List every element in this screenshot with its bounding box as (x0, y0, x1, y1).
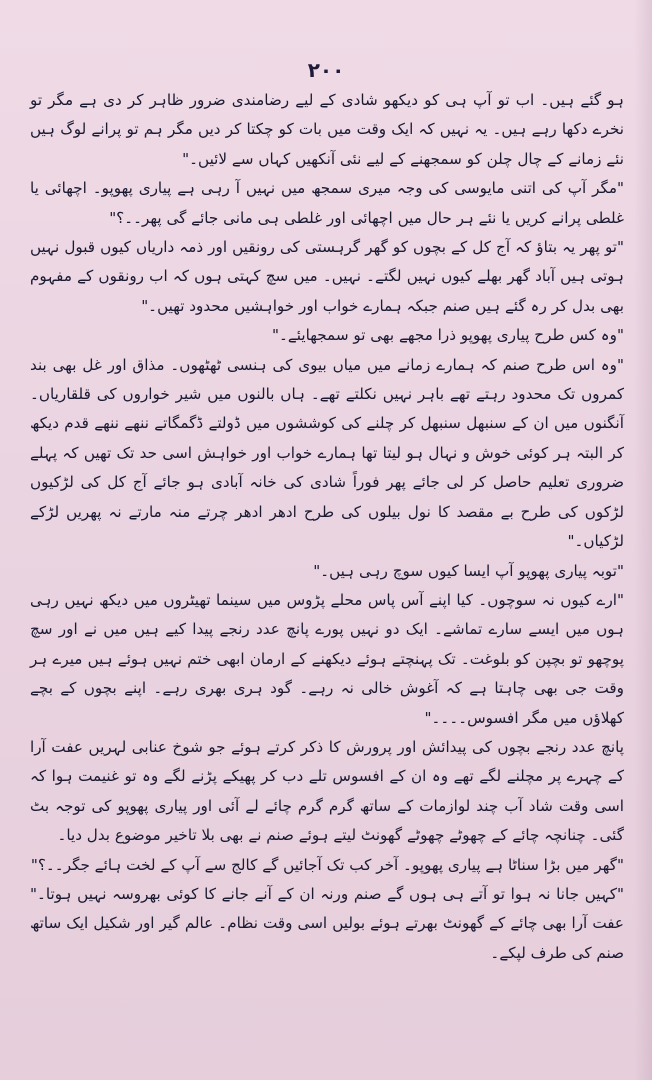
paragraph-8: پانچ عدد رنجے بچوں کی پیدائش اور پرورش کا ذکر کرتے ہوئے جو شوخ عنابی لہریں عفت آرا کے چہرے پر مچلنے لگے تھے وہ ان کے افسوس تلے دب کر پھیکے پڑنے لگے وہ تو غنیمت ہوا کہ اسی وقت شاد آب چند لوازمات کے ساتھ گرم گرم چائے لے آئی اور پیاری پھوپو کی توجہ بٹ گئی۔ چنانچہ چائے کے چھوٹے چھوٹے گھونٹ لیتے ہوئے صنم نے بھی بلا تاخیر موضوع بدل دیا۔ (30, 737, 624, 845)
paragraph-4: "وہ کس طرح پیاری پھوپو ذرا مجھے بھی تو سمجھایئے۔" (272, 326, 624, 345)
paragraph-6: "توبہ پیاری پھوپو آپ ایسا کیوں سوچ رہی ہیں۔" (313, 561, 624, 580)
paragraph-2: "مگر آپ کی اتنی مایوسی کی وجہ میری سمجھ میں نہیں آ رہی ہے پیاری پھوپو۔ اچھائی یا غلطی پرانے کریں یا نئے ہر حال میں اچھائی اور غلطی ہی مانی جائے گی پھر۔۔؟" (30, 179, 624, 227)
paragraph-1: ہو گئے ہیں۔ اب تو آپ ہی کو دیکھو شادی کے لیے رضامندی ضرور ظاہر کر دی ہے مگر تو نخرے دکھا رہے ہیں۔ یہ نہیں کہ ایک وقت میں بات کو چکتا کر دیں مگر ہم تو پرانے لوگ ہیں نئے زمانے کے چال چلن کو سمجھنے کے لیے نئی آنکھیں کہاں سے لائیں۔" (30, 91, 624, 168)
paragraph-10: "کہیں جانا نہ ہوا تو آتے ہی ہوں گے صنم ورنہ ان کے آنے جانے کا کوئی بھروسہ نہیں ہوتا۔" عفت آرا بھی چائے کے گھونٹ بھرتے ہوئے بولیں اسی وقت نظام۔ عالم گیر اور شکیل ایک ساتھ صنم کی طرف لپکے۔ (30, 884, 624, 962)
page-edge-shadow (634, 0, 652, 1080)
paragraph-3: "تو پھر یہ بتاؤ کہ آج کل کے بچوں کو گھر گرہستی کی رونقیں اور ذمہ داریاں کیوں قبول نہیں ہوتی ہیں آباد گھر بھلے کیوں نہیں لگتے۔ نہیں۔ میں سچ کہتی ہوں کہ اب رونقوں کے مفہوم بھی بدل کر رہ گئے ہیں صنم جبکہ ہمارے خواب اور خواہشیں محدود تھیں۔" (30, 238, 624, 315)
paragraph-5: "وہ اس طرح صنم کہ ہمارے زمانے میں میاں بیوی کی ہنسی ٹھٹھوں۔ مذاق اور غل بھی بند کمروں تک محدود رہتے تھے باہر نہیں نکلتے تھے۔ ہاں بالنوں میں شیر خواروں کی قلقاریاں۔ آنگنوں میں ان کے سنبھل سنبھل کر چلنے کی کوششوں میں ڈولتے ڈگمگاتے ننھے ننھے قدم دیکھ کر البتہ ہر کوئی خوش و نہال ہو لیتا تھا ہمارے خواب اور خواہش اسی حد تک تھیں کہ پہلے ضروری تعلیم حاصل کر لی جائے پھر فوراً شادی کی خانہ آبادی ہو جائے آج کل کی لڑکیوں لڑکوں کی طرح بے مقصد کا نول بیلوں کی طرح ادھر ادھر چرتے منہ مارتے نہ پھریں لڑکے لڑکیاں۔" (30, 355, 624, 551)
paragraph-7: "ارے کیوں نہ سوچوں۔ کیا اپنے آس پاس محلے پڑوس میں سینما تھیٹروں میں دیکھ نہیں رہی ہوں میں ایسے سارے تماشے۔ ایک دو نہیں پورے پانچ عدد رنجے پیدا کیے ہیں میں نے اور سچ پوچھو تو بچپن کو بلوغت۔ تک پہنچتے ہوئے دیکھنے کے ارمان ابھی ختم نہیں ہوئے ہیں میرے ہر وقت جی بھی چاہتا ہے کہ آغوش خالی نہ رہے۔ گود ہری بھری رہے۔ اپنے بچوں کے بچے کھلاؤں میں مگر افسوس۔۔۔۔" (30, 590, 624, 727)
page-body-text (30, 86, 624, 968)
page-number: ۲۰۰ (307, 58, 345, 82)
paragraph-9: "گھر میں بڑا سناٹا ہے پیاری پھوپو۔ آخر کب تک آجائیں گے کالج سے آپ کے لخت ہائے جگر۔۔؟" (30, 855, 624, 874)
